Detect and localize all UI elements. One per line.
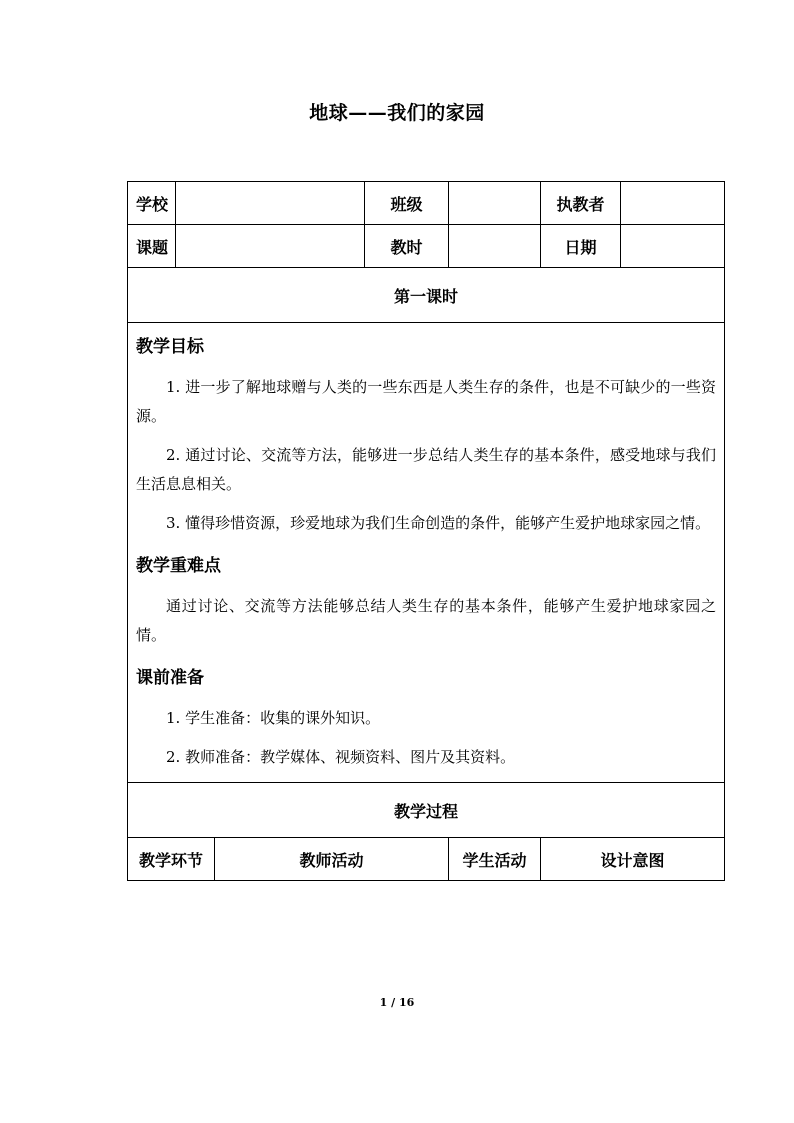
objective-item: 3. 懂得珍惜资源，珍爱地球为我们生命创造的条件，能够产生爱护地球家园之情。 <box>166 514 711 532</box>
column-header-design-intent: 设计意图 <box>541 838 725 881</box>
objectives-heading: 教学目标 <box>136 337 204 357</box>
process-heading: 教学过程 <box>128 783 725 838</box>
page-number: 1 / 16 <box>379 996 415 1009</box>
info-row-1 <box>128 182 725 225</box>
info-row-2 <box>128 225 725 268</box>
teacher-value <box>621 182 725 225</box>
date-label: 日期 <box>541 225 621 268</box>
column-header-teacher-activity: 教师活动 <box>215 838 449 881</box>
lesson-plan-table <box>127 181 725 881</box>
key-points-text: 通过讨论、交流等方法能够总结人类生存的基本条件，能够产生爱护地球家园之情。 <box>136 597 717 644</box>
process-header-row <box>128 838 725 881</box>
lesson-content <box>128 323 725 783</box>
school-value <box>176 182 365 225</box>
process-title-row <box>128 783 725 838</box>
period-value <box>449 225 541 268</box>
content-row <box>128 323 725 783</box>
topic-label: 课题 <box>128 225 176 268</box>
document-title: 地球——我们的家园 <box>309 102 485 124</box>
topic-value <box>176 225 365 268</box>
key-points-heading: 教学重难点 <box>136 556 221 576</box>
column-header-stage: 教学环节 <box>128 838 215 881</box>
objective-item: 1. 进一步了解地球赠与人类的一些东西是人类生存的条件，也是不可缺少的一些资源。 <box>136 378 717 425</box>
lesson-label: 第一课时 <box>128 268 725 323</box>
class-value <box>449 182 541 225</box>
preparation-item: 2. 教师准备：教学媒体、视频资料、图片及其资料。 <box>166 748 516 766</box>
school-label: 学校 <box>128 182 176 225</box>
column-header-student-activity: 学生活动 <box>449 838 541 881</box>
preparation-heading: 课前准备 <box>136 668 204 688</box>
lesson-row <box>128 268 725 323</box>
class-label: 班级 <box>365 182 449 225</box>
date-value <box>621 225 725 268</box>
preparation-item: 1. 学生准备：收集的课外知识。 <box>166 709 381 727</box>
objective-item: 2. 通过讨论、交流等方法，能够进一步总结人类生存的基本条件，感受地球与我们生活息息相关。 <box>136 446 717 493</box>
period-label: 教时 <box>365 225 449 268</box>
teacher-label: 执教者 <box>541 182 621 225</box>
